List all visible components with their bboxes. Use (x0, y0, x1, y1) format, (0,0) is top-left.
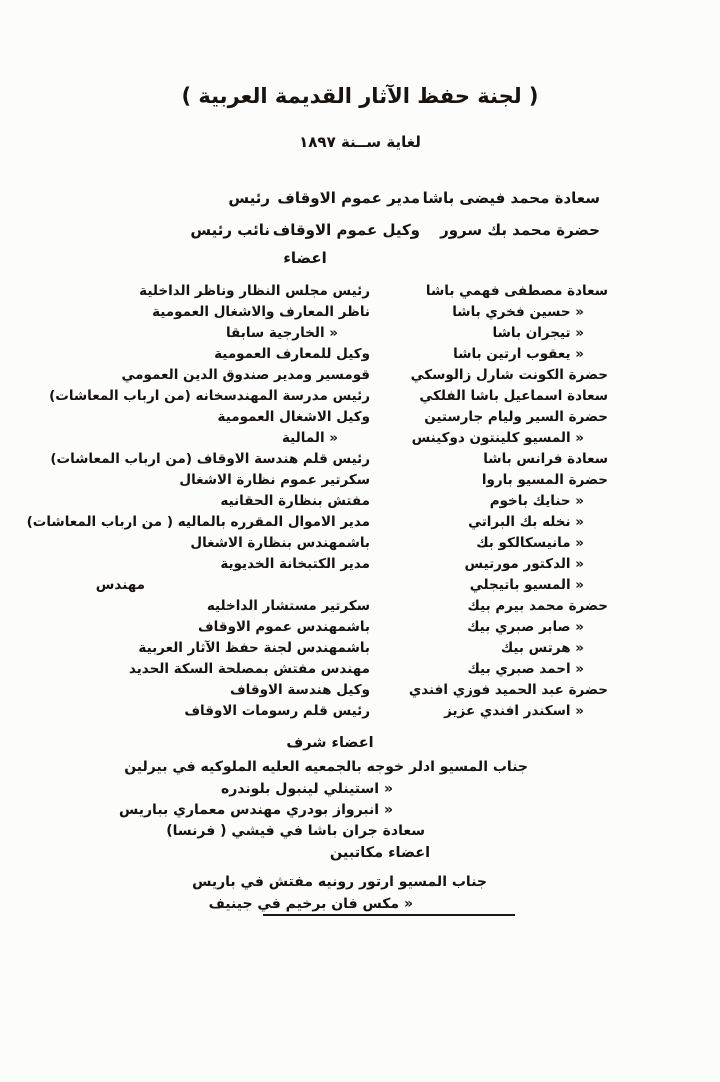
member-row (0, 449, 720, 470)
member-row (0, 533, 720, 554)
member-name: سعادة اسماعيل باشا الفلكي (419, 388, 608, 404)
member-title: باشمهندس عموم الاوقاف (197, 619, 370, 635)
member-title: « المالية (281, 430, 338, 446)
officer-name: حضرة محمد بك سرور (440, 221, 600, 239)
section-header-honorary: اعضاء شرف (286, 735, 374, 751)
member-name: « المسيو كلينتون دوكينس (411, 430, 584, 446)
member-name: « احمد صبري بيك (467, 661, 584, 677)
member-name: حضرة الكونت شارل زالوسكي (410, 367, 608, 383)
member-title: ناظر المعارف والاشغال العمومية (152, 304, 370, 320)
member-title: سكرتير مستشار الداخليه (206, 598, 370, 614)
member-row (0, 470, 720, 491)
footnote-divider (263, 914, 515, 916)
honorary-member: سعادة جران باشا في فيشي ( فرنسا) (166, 823, 425, 839)
member-name: « حسين فخري باشا (452, 304, 584, 320)
member-row (0, 659, 720, 680)
member-name: سعادة فرانس باشا (483, 451, 608, 467)
member-name: « تيجران باشا (492, 325, 584, 341)
member-title: باشمهندس بنظارة الاشغال (190, 535, 370, 551)
member-row (0, 323, 720, 344)
member-name: « الدكتور مورتيس (464, 556, 584, 572)
officer-name: سعادة محمد فيضى باشا (422, 189, 600, 207)
member-row (0, 365, 720, 386)
section-header-corresponding: اعضاء مكاتبين (329, 845, 431, 861)
member-name: « المسيو باتيجلي (469, 577, 584, 593)
officer-position: مدير عموم الاوقاف (277, 189, 420, 207)
member-row (0, 554, 720, 575)
member-title: سكرتير عموم نظارة الاشغال (179, 472, 370, 488)
member-title: قومسير ومدير صندوق الدين العمومي (121, 367, 370, 383)
officer-row (0, 218, 720, 244)
member-row (0, 491, 720, 512)
member-name: « نخله بك البراتي (468, 514, 584, 530)
member-title: مدير الكتبخانة الخديوية (220, 556, 370, 572)
member-row (0, 638, 720, 659)
member-name: « صابر صبري بيك (467, 619, 584, 635)
member-row (0, 386, 720, 407)
member-title: باشمهندس لجنة حفظ الآثار العربية (138, 640, 370, 656)
section-header-members: اعضاء (283, 249, 327, 267)
member-row (0, 344, 720, 365)
member-row (0, 617, 720, 638)
member-name: حضرة المسيو باروا (481, 472, 608, 488)
officer-row (0, 186, 720, 212)
member-row (0, 596, 720, 617)
honorary-member: « انبرواز بودري مهندس معماري بباريس (118, 802, 393, 818)
corresponding-member: « مكس فان برخيم في جينيف (208, 896, 413, 912)
member-row (0, 512, 720, 533)
member-title: وكيل الاشغال العمومية (217, 409, 370, 425)
member-row (0, 575, 720, 596)
member-title: رئيس قلم رسومات الاوقاف (184, 703, 370, 719)
member-title: « الخارجية سابقا (225, 325, 338, 341)
corresponding-member: جناب المسيو ارتور رونيه مفتش في باريس (192, 874, 487, 890)
member-title: رئيس قلم هندسة الاوقاف (من ارباب المعاشات) (50, 451, 370, 467)
officer-position: وكيل عموم الاوقاف (272, 221, 420, 239)
member-title: مفتش بنظارة الحقانيه (220, 493, 370, 509)
officer-role: رئيس (228, 189, 270, 207)
member-name: « يعقوب ارتين باشا (453, 346, 584, 362)
member-name: حضرة عبد الحميد فوزي افندي (408, 682, 608, 698)
page-title: ( لجنة حفظ الآثار القديمة العربية ) (181, 84, 539, 108)
member-title: وكيل للمعارف العمومية (214, 346, 370, 362)
member-title: مهندس مفتش بمصلحة السكة الحديد (128, 661, 370, 677)
member-name: « اسكندر افندي عزيز (444, 703, 584, 719)
member-name: حضرة السير وليام جارستين (424, 409, 608, 425)
member-row (0, 407, 720, 428)
member-title: مهندس (95, 577, 145, 593)
member-name: « مانيسكالكو بك (476, 535, 584, 551)
member-title: رئيس مدرسة المهندسخانه (من ارباب المعاشات) (49, 388, 370, 404)
member-row (0, 701, 720, 722)
member-row (0, 281, 720, 302)
member-title: رئيس مجلس النظار وناظر الداخلية (139, 283, 370, 299)
officer-role: نائب رئيس (190, 221, 270, 239)
honorary-member: جناب المسيو ادلر خوجه بالجمعيه العليه الملوكيه في بيرلين (124, 759, 528, 775)
member-row (0, 680, 720, 701)
page-subtitle: لغاية ســنة ١٨٩٧ (299, 133, 421, 151)
member-title: مدير الاموال المقرره بالماليه ( من ارباب المعاشات) (26, 514, 370, 530)
member-row (0, 302, 720, 323)
honorary-member: « استينلي لينبول بلوندره (221, 781, 393, 797)
member-row (0, 428, 720, 449)
member-name: « هرتس بيك (500, 640, 584, 656)
member-title: وكيل هندسة الاوقاف (230, 682, 370, 698)
member-name: حضرة محمد بيرم بيك (467, 598, 608, 614)
member-name: « حنايك باخوم (489, 493, 584, 509)
member-name: سعادة مصطفى فهمي باشا (425, 283, 608, 299)
